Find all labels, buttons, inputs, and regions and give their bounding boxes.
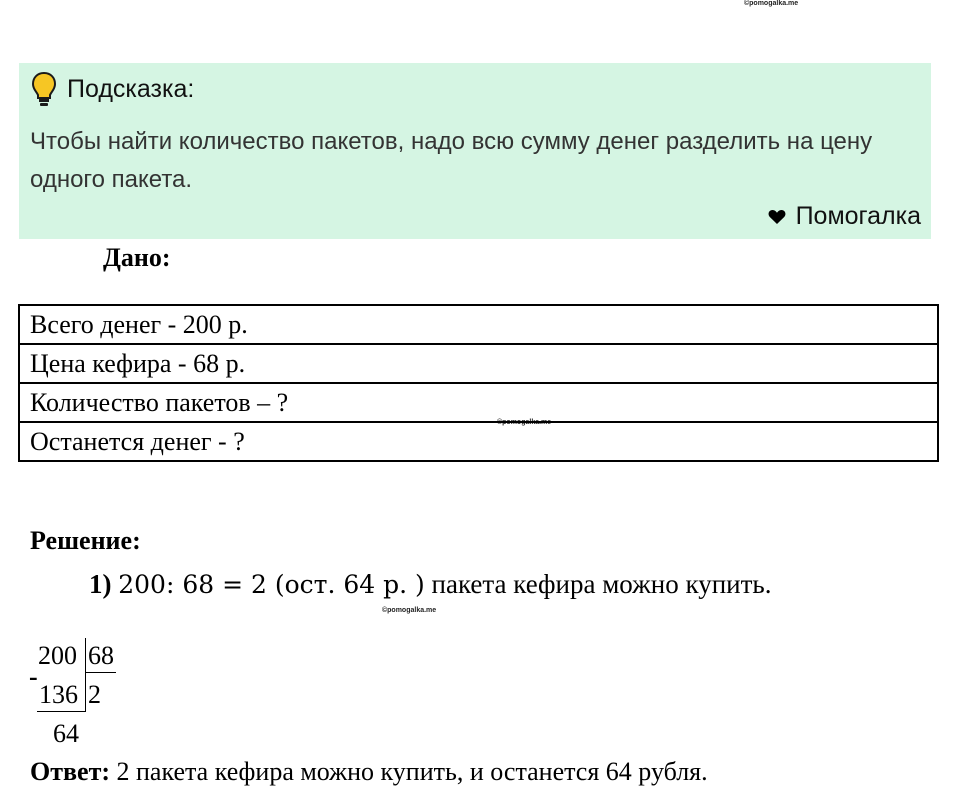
lightbulb-icon xyxy=(31,71,57,107)
solution-step-1 xyxy=(89,569,771,600)
division-quotient: 2 xyxy=(88,680,101,709)
step-number: 1) xyxy=(89,569,112,599)
hint-text: Чтобы найти количество пакетов, надо всю сумму денег разделить на цену одного пакета. xyxy=(30,128,873,193)
given-heading: Дано: xyxy=(103,243,171,272)
division-divisor-underline xyxy=(86,672,116,673)
given-packets-count: Количество пакетов – ? xyxy=(19,383,938,422)
given-money-left: Останется денег - ? xyxy=(19,422,938,461)
heart-icon xyxy=(768,209,786,225)
watermark-top: ©pomogalka.me xyxy=(744,0,799,7)
given-total-money: Всего денег - 200 р. xyxy=(19,305,938,344)
hint-title: Подсказка: xyxy=(67,74,195,103)
table-row xyxy=(19,305,938,344)
brand-link[interactable] xyxy=(768,202,921,231)
division-vertical-line xyxy=(85,638,86,712)
division-subtraction-line xyxy=(37,711,85,712)
division-subtrahend: 136 xyxy=(39,680,78,709)
step-text: пакета кефира можно купить. xyxy=(424,569,772,599)
hint-title-row xyxy=(31,71,194,107)
division-dividend: 200 xyxy=(38,641,77,670)
watermark-lower: ©pomogalka.me xyxy=(382,607,437,614)
hint-box xyxy=(19,63,931,239)
brand-label: Помогалка xyxy=(795,202,921,230)
watermark-middle: ©pomogalka.me xyxy=(497,419,552,426)
given-table xyxy=(18,304,939,462)
table-row xyxy=(19,344,938,383)
answer xyxy=(30,757,708,787)
given-kefir-price: Цена кефира - 68 р. xyxy=(19,344,938,383)
division-divisor: 68 xyxy=(88,641,114,670)
division-minus-sign: - xyxy=(29,662,38,691)
solution-heading: Решение: xyxy=(30,526,141,555)
step-expression: 200: 68 = 2 (ост. 64 р. ) xyxy=(118,570,425,599)
answer-label: Ответ: xyxy=(30,757,111,786)
answer-text: 2 пакета кефира можно купить, и останется 64 рубля. xyxy=(110,757,708,786)
table-row xyxy=(19,383,938,422)
division-remainder: 64 xyxy=(53,719,79,748)
table-row xyxy=(19,422,938,461)
